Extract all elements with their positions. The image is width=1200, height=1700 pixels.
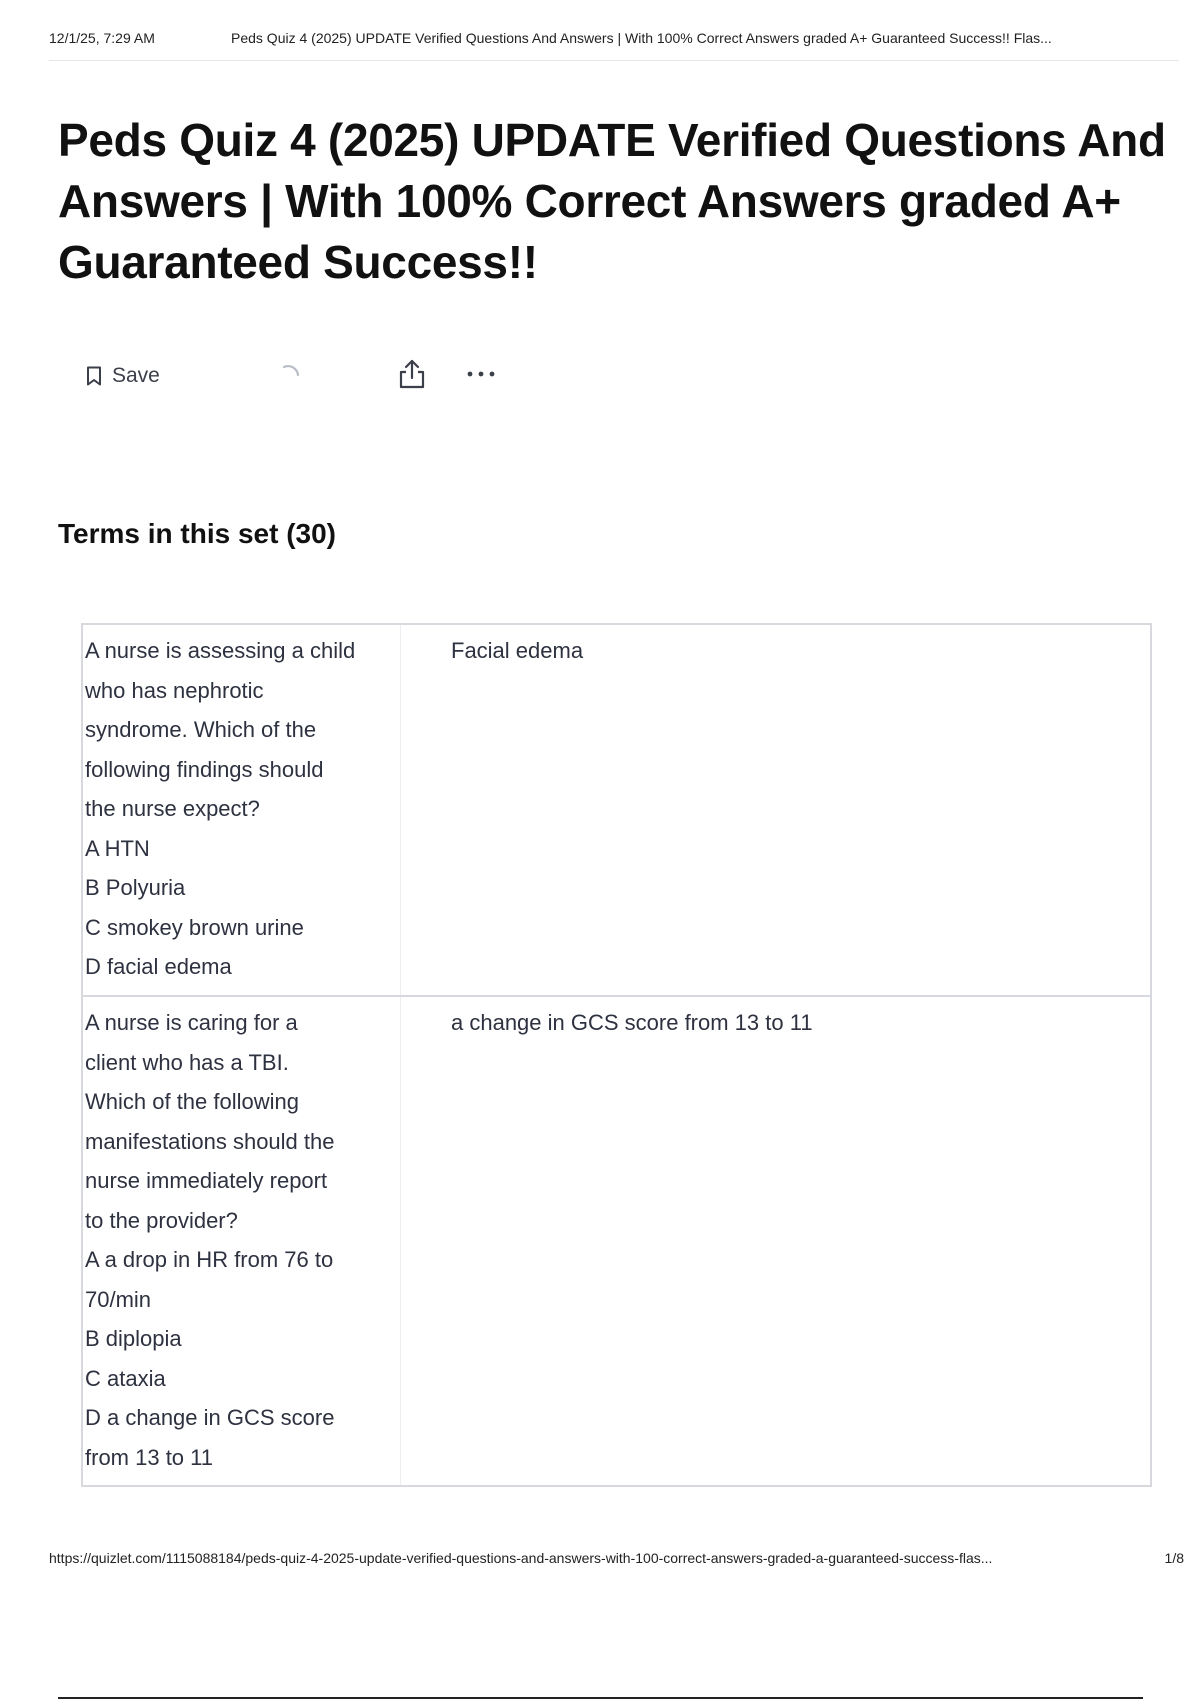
share-icon[interactable] — [397, 358, 427, 390]
question-line: C smokey brown urine — [85, 914, 304, 940]
question-line: nurse immediately report — [85, 1168, 328, 1193]
save-button[interactable] — [86, 358, 160, 394]
print-header — [49, 30, 1179, 61]
question-line: Which of the following — [85, 1089, 299, 1114]
print-url: https://quizlet.com/1115088184/peds-quiz-4-2025-update-verified-questions-and-answers-with-100-correct-answers-graded-a-guaranteed-success-flas... — [49, 1550, 993, 1566]
question-line: who has nephrotic — [85, 677, 264, 703]
question-line: the nurse expect? — [85, 796, 260, 821]
question-line: to the provider? — [85, 1207, 238, 1233]
question-line: from 13 to 11 — [85, 1444, 213, 1470]
question-line: A nurse is caring for a — [85, 1010, 298, 1035]
term-row — [83, 997, 1150, 1485]
question-line: client who has a TBI. — [85, 1049, 289, 1075]
question-line: manifestations should the — [85, 1128, 335, 1154]
page-divider — [58, 1697, 1143, 1699]
page-number: 1/8 — [1164, 1550, 1184, 1566]
question-line: C ataxia — [85, 1365, 166, 1391]
question-line: syndrome. Which of the — [85, 717, 317, 742]
term-answer: a change in GCS score from 13 to 11 — [451, 1010, 813, 1035]
question-line: A nurse is assessing a child — [85, 638, 356, 663]
terms-heading: Terms in this set (30) — [58, 518, 337, 549]
question-line: D a change in GCS score — [85, 1405, 335, 1430]
terms-table — [81, 623, 1152, 1487]
set-actions-toolbar — [86, 358, 526, 394]
question-line: 70/min — [85, 1286, 152, 1312]
page-title: Peds Quiz 4 (2025) UPDATE Verified Questions And Answers | With 100% Correct Answers graded A+ Guaranteed Success!! — [58, 114, 1166, 288]
term-question — [83, 997, 401, 1485]
more-options-icon[interactable] — [466, 366, 496, 382]
question-line: A a drop in HR from 76 to — [85, 1247, 334, 1272]
term-answer: Facial edema — [451, 638, 584, 663]
loading-spinner-icon — [276, 361, 304, 389]
question-line: following findings should — [85, 756, 324, 782]
print-document-title: Peds Quiz 4 (2025) UPDATE Verified Questions And Answers | With 100% Correct Answers graded A+ Guaranteed Success!! Flas... — [231, 30, 1052, 46]
bookmark-icon — [86, 366, 102, 386]
term-row — [83, 625, 1150, 997]
term-question — [83, 625, 401, 995]
question-line: B Polyuria — [85, 875, 186, 900]
question-line: A HTN — [85, 835, 150, 861]
question-line: B diplopia — [85, 1326, 182, 1351]
print-timestamp: 12/1/25, 7:29 AM — [49, 30, 155, 46]
question-line: D facial edema — [85, 954, 232, 979]
save-button-label: Save — [112, 364, 160, 387]
